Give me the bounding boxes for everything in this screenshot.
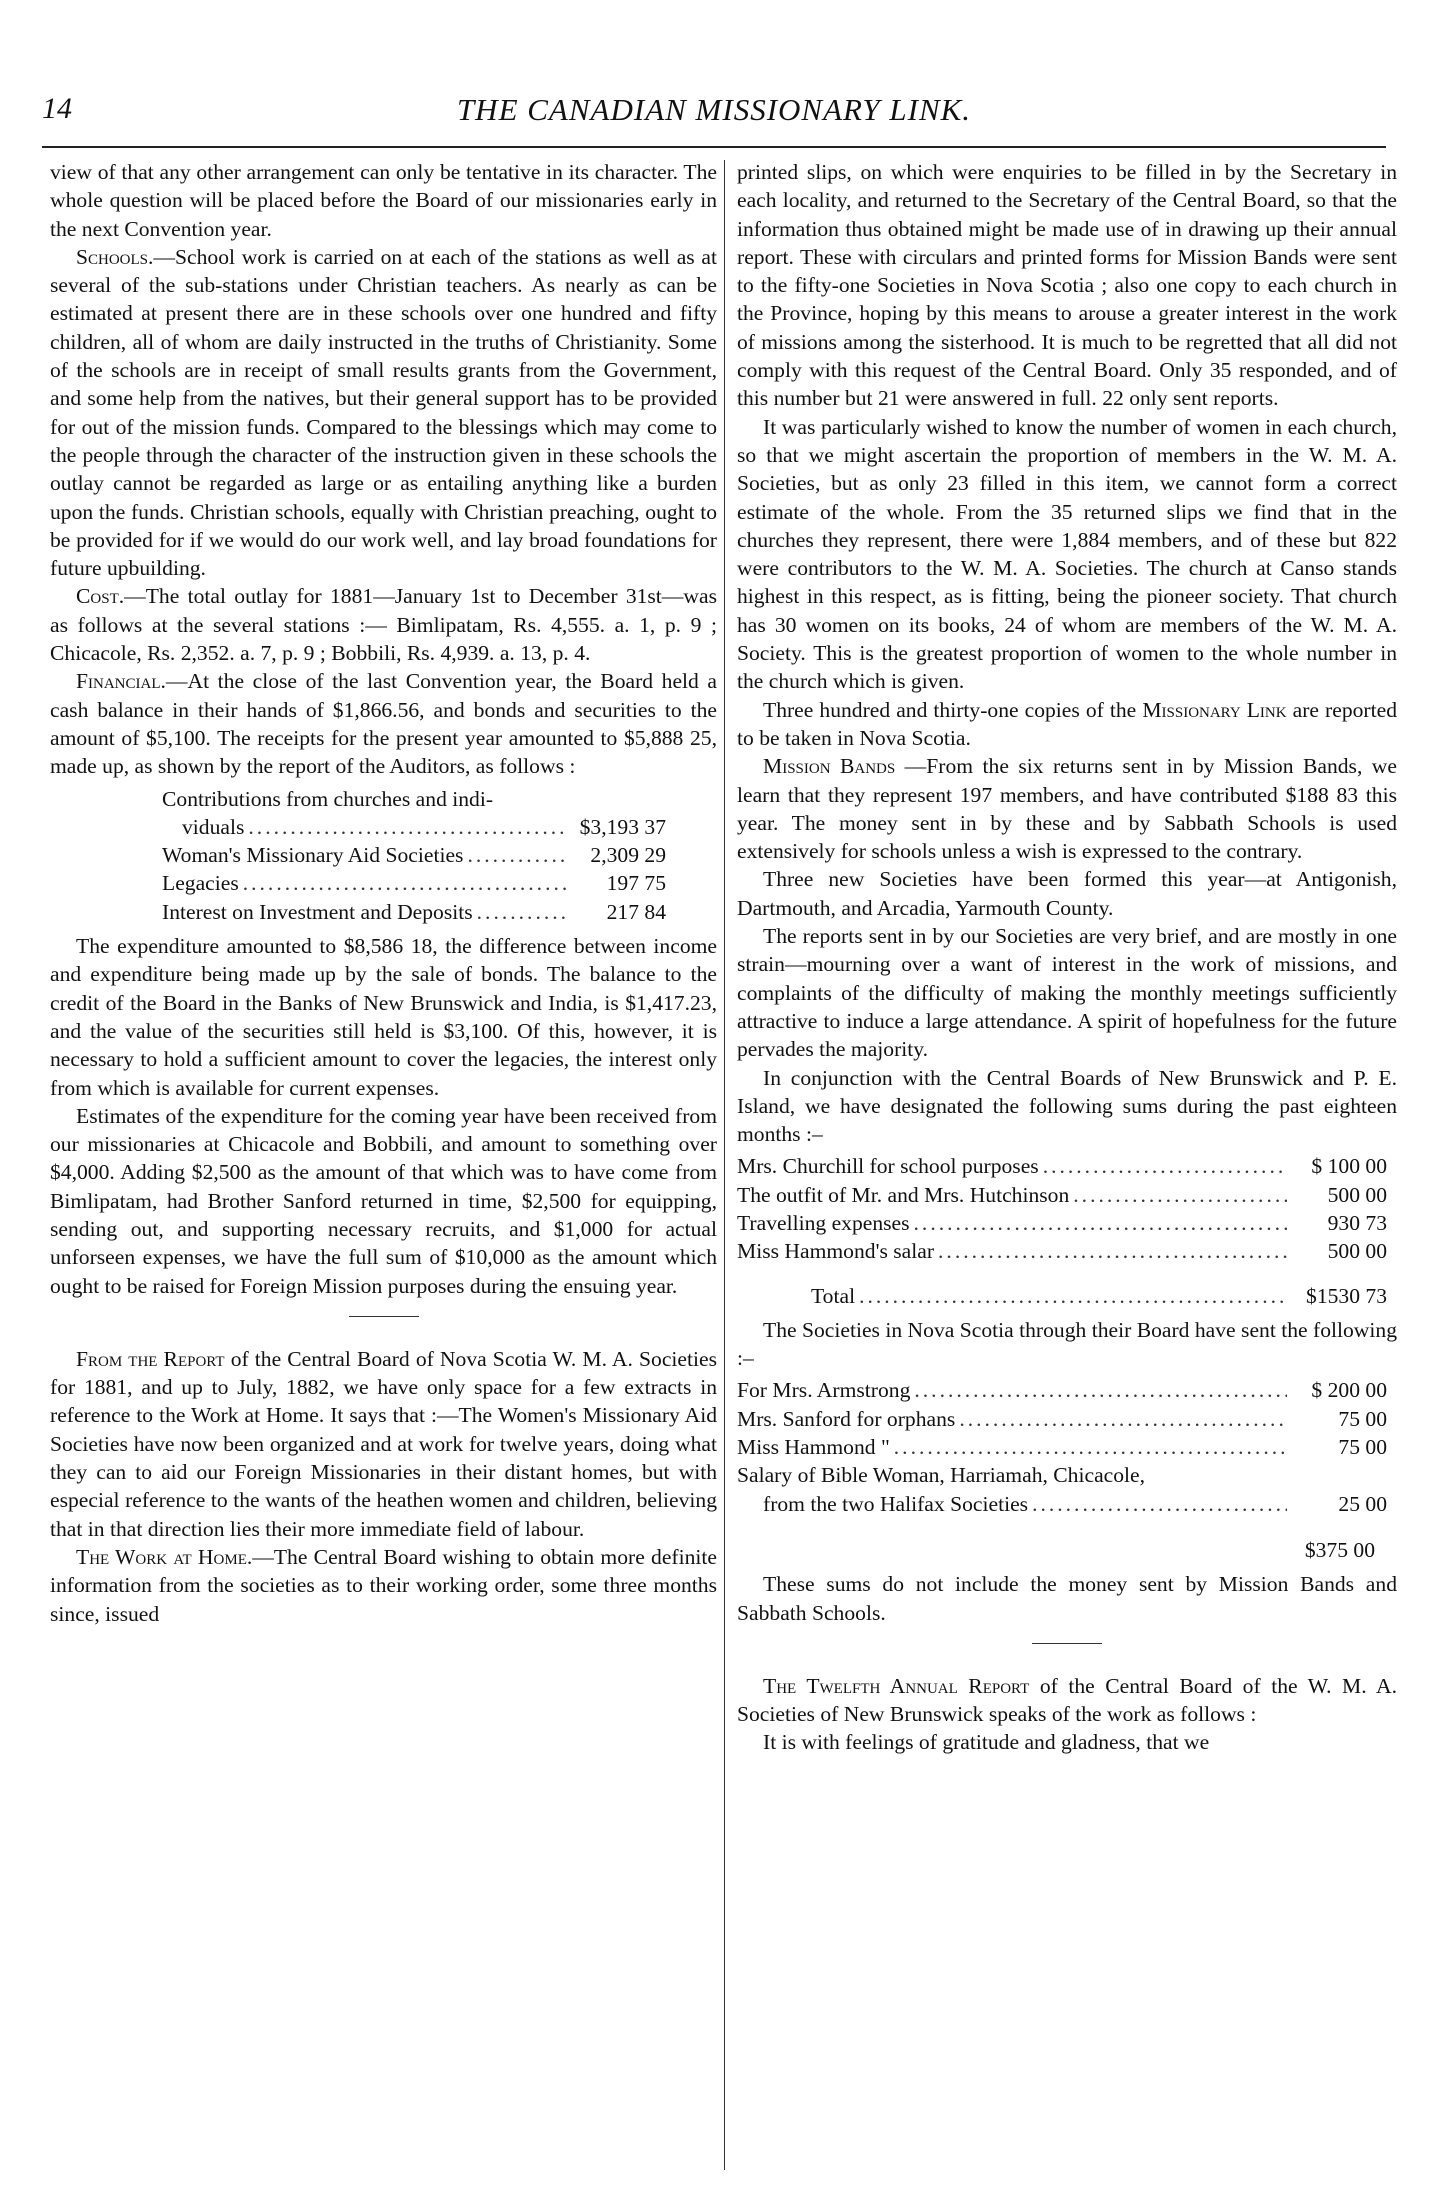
ledger-row xyxy=(162,869,666,897)
sent-sums-table xyxy=(737,1376,1387,1564)
publication-name: Missionary Link xyxy=(1142,697,1287,722)
paragraph: It was particularly wished to know the number of women in each church, so that we might ascertain the proportion of members in the W. M. A. Societies, but as only 23 filled in this item, we cannot form a correct estimate of the whole. From the 35 returned slips we find that in the churches they represent, there were 1,884 members, and of these but 822 were contributors to the W. M. A. Societies. The church at Canso stands highest in this respect, as is fitting, being the pioneer society. That church has 30 women on its books, 24 of whom are members of the W. M. A. Society. This is the greatest proportion of women to the whole number in the church which is given. xyxy=(737,414,1397,694)
leader-dots xyxy=(914,1376,1287,1404)
ledger-label: Mrs. Sanford for orphans xyxy=(737,1406,956,1431)
ledger-label: Miss Hammond " xyxy=(737,1435,890,1460)
ledger-label: Legacies xyxy=(162,871,239,896)
paragraph-schools xyxy=(50,243,717,583)
right-column xyxy=(737,158,1397,1757)
ledger-amount: $3,193 37 xyxy=(579,814,666,839)
ledger-row xyxy=(737,1152,1387,1180)
paragraph: These sums do not include the money sent by Mission Bands and Sabbath Schools. xyxy=(737,1572,1397,1625)
ledger-amount: 500 00 xyxy=(1327,1182,1387,1207)
ledger-label: Woman's Missionary Aid Societies xyxy=(162,843,464,868)
ledger-label: Mrs. Churchill for school purposes xyxy=(737,1154,1039,1179)
receipts-heading: Contributions from churches and indi- xyxy=(162,786,494,811)
leader-dots xyxy=(859,1282,1287,1310)
section-heading: Mission Bands xyxy=(763,754,896,779)
leader-dots xyxy=(938,1237,1287,1265)
section-heading: Schools. xyxy=(76,244,154,269)
leader-dots xyxy=(467,841,566,869)
ledger-row xyxy=(182,813,666,841)
ledger-row xyxy=(737,1209,1387,1237)
paragraph: In conjunction with the Central Boards of New Brunswick and P. E. Island, we have designated the following sums during the past eighteen months :– xyxy=(737,1065,1397,1147)
total-amount: $1530 73 xyxy=(1306,1283,1387,1308)
ledger-amount: 217 84 xyxy=(606,899,666,924)
paragraph-cost xyxy=(50,582,717,667)
ledger-amount: 930 73 xyxy=(1327,1210,1387,1235)
paragraph-text: —At the close of the last Convention year, the Board held a cash balance in their hands of $1,866.56, and bonds and securities to the amount of $5,100. The receipts for the present year amounted to $5,888 25, made up, as shown by the report of the Auditors, as follows : xyxy=(50,669,717,779)
ledger-row xyxy=(737,1405,1387,1433)
paragraph-twelfth-report xyxy=(737,1672,1397,1729)
designated-sums-table xyxy=(737,1152,1387,1309)
leader-dots xyxy=(248,813,566,841)
paragraph-text: —The total outlay for 1881—January 1st to December 31st—was as follows at the several stations :— Bimlipatam, Rs. 4,555. a. 1, p. 9 ; Chicacole, Rs. 2,352. a. 7, p. 9 ; Bobbili, Rs. 4,939. a. 13, p. 4. xyxy=(50,584,717,666)
ledger-label: For Mrs. Armstrong xyxy=(737,1378,911,1403)
ledger-row xyxy=(162,898,666,926)
paragraph-mission-bands xyxy=(737,752,1397,865)
paragraph: The Societies in Nova Scotia through their Board have sent the following :– xyxy=(737,1317,1397,1371)
paragraph: printed slips, on which were enquiries to be filled in by the Secretary in each locality, and returned to the Secretary of the Central Board, so that the information thus obtained might be made use of in drawing up their annual report. These with circulars and printed forms for Mission Bands were sent to the fifty-one Societies in Nova Scotia ; also one copy to each church in the Province, hoping by this means to arouse a greater interest in the work of missions among the sisterhood. It is much to be regretted that all did not comply with this request of the Central Board. Only 35 responded, and of this number but 21 were answered in full. 22 only sent reports. xyxy=(737,160,1397,411)
ledger-row xyxy=(763,1490,1387,1518)
total-label: Total xyxy=(811,1283,856,1308)
ledger-row xyxy=(737,1433,1387,1461)
page-number: 14 xyxy=(42,92,72,125)
ledger-amount: 2,309 29 xyxy=(590,843,666,868)
paragraph-text: Three hundred and thirty-one copies of the xyxy=(763,697,1143,722)
receipts-table xyxy=(106,785,666,926)
paragraph-work-at-home xyxy=(50,1543,717,1628)
section-heading: From the Report xyxy=(76,1346,225,1371)
left-column xyxy=(50,158,717,1628)
paragraph: Three new Societies have been formed this year—at Antigonish, Dartmouth, and Arcadia, Yarmouth County. xyxy=(737,867,1397,920)
paragraph-text: of the Central Board of the W. M. A. Societies of New Brunswick speaks of the work as follows : xyxy=(737,1673,1397,1727)
ledger-label: from the two Halifax Societies xyxy=(763,1491,1029,1516)
ledger-amount: 75 00 xyxy=(1338,1435,1387,1460)
ledger-amount: 500 00 xyxy=(1327,1239,1387,1264)
section-heading: Cost. xyxy=(76,584,125,609)
ledger-row xyxy=(737,1376,1387,1404)
page-header xyxy=(42,92,1386,142)
ledger-label: Miss Hammond's salar xyxy=(737,1239,935,1264)
paragraph-report xyxy=(50,1345,717,1543)
leader-dots xyxy=(1032,1490,1287,1518)
leader-dots xyxy=(243,869,566,897)
paragraph: The expenditure amounted to $8,586 18, the difference between income and expenditure being made up by the sale of bonds. The balance to the credit of the Board in the Banks of New Brunswick and India, is $1,417.23, and the value of the securities still held is $3,100. Of this, however, it is necessary to hold a sufficient amount to cover the legacies, the interest only from which is available for current expenses. xyxy=(50,934,717,1100)
section-heading: The Twelfth Annual Report xyxy=(763,1673,1030,1698)
paragraph-text: —The Central Board wishing to obtain more definite information from the societies as to their working order, some three months since, issued xyxy=(50,1544,717,1626)
paragraph: Estimates of the expenditure for the coming year have been received from our missionaries at Chicacole and Bobbili, and amount to something over $4,000. Adding $2,500 as the amount of that which was to have come from Bimlipatam, had Brother Sanford returned in time, $2,500 for equipping, sending out, and supporting necessary recruits, and $1,000 for actual unforseen expenses, we have the full sum of $10,000 as the amount which ought to be raised for Foreign Mission purposes during the ensuing year. xyxy=(50,1103,717,1298)
section-rule xyxy=(1032,1643,1102,1644)
ledger-amount: 197 75 xyxy=(606,871,666,896)
paragraph-text: are reported to be taken in Nova Scotia. xyxy=(737,697,1397,750)
total-row xyxy=(737,1282,1387,1310)
ledger-label: Interest on Investment and Deposits xyxy=(162,899,473,924)
section-heading: The Work at Home. xyxy=(76,1544,253,1569)
paragraph-link-copies xyxy=(737,696,1397,753)
paragraph: view of that any other arrangement can only be tentative in its character. The whole question will be placed before the Board of our missionaries early in the next Convention year. xyxy=(50,160,717,241)
paragraph: The reports sent in by our Societies are very brief, and are mostly in one strain—mourning over a want of interest in the work of missions, and complaints of the difficulty of making the monthly meetings sufficiently attractive to induce a large attendance. A spirit of hopefulness for the future pervades the majority. xyxy=(737,924,1397,1062)
leader-dots xyxy=(1073,1181,1287,1209)
ledger-label: The outfit of Mr. and Mrs. Hutchinson xyxy=(737,1182,1070,1207)
header-rule xyxy=(42,146,1386,148)
leader-dots xyxy=(959,1405,1287,1433)
paragraph-text: of the Central Board of Nova Scotia W. M. A. Societies for 1881, and up to July, 1882, we have only space for a few extracts in reference to the Work at Home. It says that :—The Women's Missionary Aid Societies have now been organized and at work for twelve years, doing what they can to aid our Foreign Missionaries in their distant homes, but with especial reference to the wants of the heathen women and children, believing that in that direction lies their more immediate field of labour. xyxy=(50,1346,717,1541)
ledger-row xyxy=(737,1237,1387,1265)
paragraph: It is with feelings of gratitude and gladness, that we xyxy=(763,1730,1210,1755)
ledger-amount: $ 100 00 xyxy=(1311,1154,1387,1179)
ledger-amount: $ 200 00 xyxy=(1311,1378,1387,1403)
ledger-label: Travelling expenses xyxy=(737,1210,910,1235)
ledger-label: viduals xyxy=(182,814,245,839)
paragraph-financial xyxy=(50,667,717,780)
sent-total-amount: $375 00 xyxy=(1304,1537,1375,1562)
leader-dots xyxy=(914,1209,1287,1237)
leader-dots xyxy=(477,898,566,926)
column-divider xyxy=(724,160,725,2170)
section-heading: Financial. xyxy=(76,669,166,694)
paragraph-text: —School work is carried on at each of the stations as well as at several of the sub-stations under Christian teachers. As nearly as can be estimated at present there are in these schools over one hundred and fifty children, all of whom are daily instructed in the truths of Christianity. Some of the schools are in receipt of small results grants from the Government, and some help from the natives, but their general support has to be provided for out of the mission funds. Compared to the blessings which may come to the people through the character of the instruction given in these schools the outlay cannot be regarded as large or as entailing anything like a burden upon the funds. Christian schools, equally with Christian preaching, ought to be provided for if we would do our work well, and lay broad foundations for future upbuilding. xyxy=(50,244,717,581)
ledger-row xyxy=(162,841,666,869)
ledger-amount: 75 00 xyxy=(1338,1406,1387,1431)
salary-label: Salary of Bible Woman, Harriamah, Chicacole, xyxy=(737,1463,1146,1488)
leader-dots xyxy=(894,1433,1287,1461)
running-title: THE CANADIAN MISSIONARY LINK. xyxy=(456,92,972,127)
leader-dots xyxy=(1043,1152,1287,1180)
section-rule xyxy=(349,1316,419,1317)
paragraph-text: —From the six returns sent in by Mission Bands, we learn that they represent 197 members, and have contributed $188 83 this year. The money sent in by these and by Sabbath Schools is used extensively for schools unless a wish is expressed to the contrary. xyxy=(737,754,1397,864)
ledger-amount: 25 00 xyxy=(1338,1491,1387,1516)
ledger-row xyxy=(737,1181,1387,1209)
